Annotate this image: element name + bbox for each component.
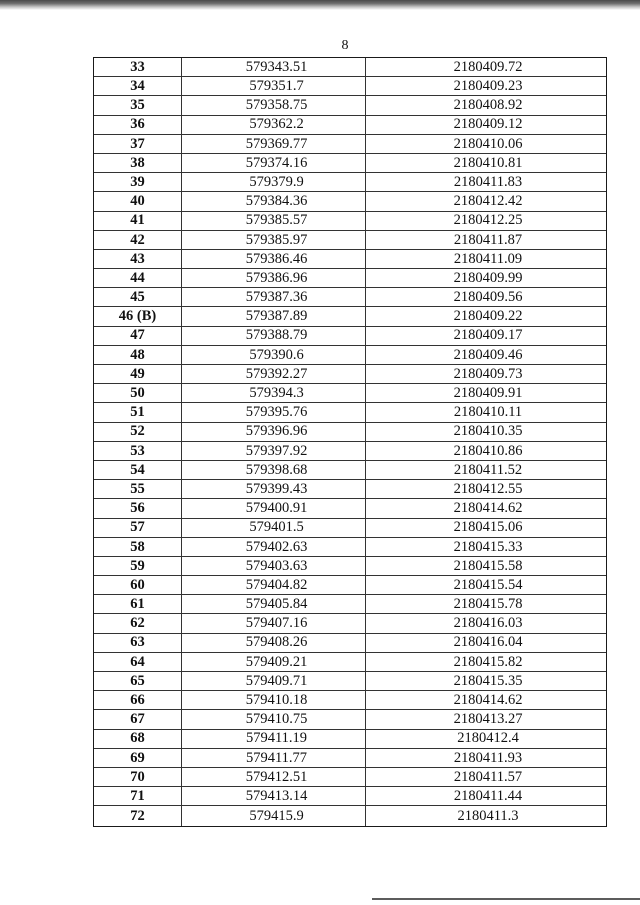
table-row: [94, 595, 606, 614]
table-row: [94, 154, 606, 173]
y-coordinate-cell: 2180409.17: [453, 327, 523, 344]
y-coordinate-cell: 2180411.52: [453, 461, 523, 478]
point-number-cell: 51: [94, 403, 182, 421]
x-coordinate-cell: 579392.27: [182, 365, 366, 383]
x-coordinate-cell: 579399.43: [182, 480, 366, 498]
point-number-cell: 33: [94, 58, 182, 76]
point-number-cell: 71: [94, 787, 182, 805]
table-row: [94, 269, 606, 288]
table-row: [94, 365, 606, 384]
y-coordinate-cell: 2180411.93: [453, 749, 523, 766]
x-coordinate-cell: 579369.77: [182, 135, 366, 153]
y-coordinate-cell: 2180411.57: [453, 768, 523, 785]
table-row: [94, 557, 606, 576]
point-number-cell: 36: [94, 116, 182, 134]
x-coordinate-cell: 579358.75: [182, 96, 366, 114]
y-coordinate-cell: 2180410.81: [453, 154, 523, 171]
x-coordinate-cell: 579386.96: [182, 269, 366, 287]
point-number-cell: 41: [94, 212, 182, 230]
point-number-cell: 37: [94, 135, 182, 153]
table-row: [94, 442, 606, 461]
table-row: [94, 691, 606, 710]
table-row: [94, 672, 606, 691]
y-coordinate-cell: 2180412.55: [453, 480, 523, 497]
point-number-cell: 57: [94, 519, 182, 537]
point-number-cell: 56: [94, 499, 182, 517]
table-row: [94, 327, 606, 346]
y-coordinate-cell: 2180409.23: [453, 78, 523, 95]
y-coordinate-cell: 2180414.62: [453, 500, 523, 517]
y-coordinate-cell: 2180409.56: [453, 289, 523, 306]
table-row: [94, 212, 606, 231]
x-coordinate-cell: 579409.71: [182, 672, 366, 690]
y-coordinate-cell: 2180415.35: [453, 672, 523, 689]
x-coordinate-cell: 579397.92: [182, 442, 366, 460]
table-row: [94, 653, 606, 672]
point-number-cell: 62: [94, 614, 182, 632]
coordinates-table: [93, 57, 607, 827]
y-coordinate-cell: 2180411.09: [453, 250, 523, 267]
y-coordinate-cell: 2180415.33: [453, 538, 523, 555]
y-coordinate-cell: 2180409.99: [453, 269, 523, 286]
y-coordinate-cell: 2180415.58: [453, 557, 523, 574]
y-coordinate-cell: 2180416.04: [453, 634, 523, 651]
point-number-cell: 43: [94, 250, 182, 268]
y-coordinate-cell: 2180413.27: [453, 711, 523, 728]
point-number-cell: 45: [94, 288, 182, 306]
table-row: [94, 135, 606, 154]
table-row: [94, 173, 606, 192]
table-row: [94, 307, 606, 326]
x-coordinate-cell: 579412.51: [182, 768, 366, 786]
x-coordinate-cell: 579386.46: [182, 250, 366, 268]
x-coordinate-cell: 579384.36: [182, 192, 366, 210]
x-coordinate-cell: 579404.82: [182, 576, 366, 594]
table-row: [94, 231, 606, 250]
point-number-cell: 63: [94, 634, 182, 652]
table-row: [94, 423, 606, 442]
y-coordinate-cell: 2180409.12: [453, 116, 523, 133]
y-coordinate-cell: 2180412.4: [457, 730, 519, 747]
point-number-cell: 66: [94, 691, 182, 709]
point-number-cell: 48: [94, 346, 182, 364]
table-row: [94, 499, 606, 518]
table-row: [94, 768, 606, 787]
table-row: [94, 250, 606, 269]
y-coordinate-cell: 2180410.06: [453, 135, 523, 152]
x-coordinate-cell: 579411.77: [182, 749, 366, 767]
y-coordinate-cell: 2180414.62: [453, 692, 523, 709]
point-number-cell: 38: [94, 154, 182, 172]
point-number-cell: 70: [94, 768, 182, 786]
y-coordinate-cell: 2180411.83: [453, 173, 523, 190]
x-coordinate-cell: 579401.5: [182, 519, 366, 537]
point-number-cell: 35: [94, 96, 182, 114]
point-number-cell: 49: [94, 365, 182, 383]
x-coordinate-cell: 579402.63: [182, 538, 366, 556]
y-coordinate-cell: 2180415.82: [453, 653, 523, 670]
point-number-cell: 68: [94, 730, 182, 748]
table-row: [94, 480, 606, 499]
y-coordinate-cell: 2180415.06: [453, 519, 523, 536]
x-coordinate-cell: 579388.79: [182, 327, 366, 345]
table-row: [94, 288, 606, 307]
y-coordinate-cell: 2180412.42: [453, 193, 523, 210]
x-coordinate-cell: 579403.63: [182, 557, 366, 575]
point-number-cell: 46 (B): [94, 307, 182, 325]
y-coordinate-cell: 2180411.87: [453, 231, 523, 248]
x-coordinate-cell: 579379.9: [182, 173, 366, 191]
table-row: [94, 787, 606, 806]
x-coordinate-cell: 579410.18: [182, 691, 366, 709]
table-row: [94, 614, 606, 633]
point-number-cell: 60: [94, 576, 182, 594]
point-number-cell: 53: [94, 442, 182, 460]
table-row: [94, 461, 606, 480]
table-row: [94, 403, 606, 422]
point-number-cell: 61: [94, 595, 182, 613]
point-number-cell: 64: [94, 653, 182, 671]
x-coordinate-cell: 579410.75: [182, 710, 366, 728]
x-coordinate-cell: 579407.16: [182, 614, 366, 632]
y-coordinate-cell: 2180411.3: [457, 807, 519, 824]
x-coordinate-cell: 579400.91: [182, 499, 366, 517]
table-row: [94, 519, 606, 538]
x-coordinate-cell: 579343.51: [182, 58, 366, 76]
x-coordinate-cell: 579395.76: [182, 403, 366, 421]
point-number-cell: 47: [94, 327, 182, 345]
table-row: [94, 116, 606, 135]
y-coordinate-cell: 2180409.46: [453, 346, 523, 363]
scan-edge-top: [0, 0, 640, 10]
y-coordinate-cell: 2180410.11: [453, 404, 523, 421]
y-coordinate-cell: 2180412.25: [453, 212, 523, 229]
point-number-cell: 44: [94, 269, 182, 287]
y-coordinate-cell: 2180415.54: [453, 576, 523, 593]
point-number-cell: 69: [94, 749, 182, 767]
x-coordinate-cell: 579415.9: [182, 806, 366, 825]
x-coordinate-cell: 579385.57: [182, 212, 366, 230]
x-coordinate-cell: 579351.7: [182, 77, 366, 95]
point-number-cell: 39: [94, 173, 182, 191]
x-coordinate-cell: 579374.16: [182, 154, 366, 172]
table-row: [94, 538, 606, 557]
y-coordinate-cell: 2180411.44: [453, 787, 523, 804]
point-number-cell: 67: [94, 710, 182, 728]
x-coordinate-cell: 579413.14: [182, 787, 366, 805]
x-coordinate-cell: 579385.97: [182, 231, 366, 249]
point-number-cell: 58: [94, 538, 182, 556]
table-row: [94, 384, 606, 403]
table-row: [94, 576, 606, 595]
x-coordinate-cell: 579409.21: [182, 653, 366, 671]
table-row: [94, 346, 606, 365]
x-coordinate-cell: 579387.36: [182, 288, 366, 306]
point-number-cell: 52: [94, 423, 182, 441]
x-coordinate-cell: 579408.26: [182, 634, 366, 652]
y-coordinate-cell: 2180409.73: [453, 365, 523, 382]
table-row: [94, 710, 606, 729]
table-row: [94, 730, 606, 749]
x-coordinate-cell: 579390.6: [182, 346, 366, 364]
table-row: [94, 806, 606, 825]
y-coordinate-cell: 2180409.72: [453, 58, 523, 75]
point-number-cell: 72: [94, 806, 182, 825]
y-coordinate-cell: 2180408.92: [453, 97, 523, 114]
x-coordinate-cell: 579362.2: [182, 116, 366, 134]
x-coordinate-cell: 579398.68: [182, 461, 366, 479]
y-coordinate-cell: 2180416.03: [453, 615, 523, 632]
y-coordinate-cell: 2180409.91: [453, 385, 523, 402]
point-number-cell: 65: [94, 672, 182, 690]
table-row: [94, 192, 606, 211]
table-row: [94, 96, 606, 115]
point-number-cell: 50: [94, 384, 182, 402]
table-row: [94, 77, 606, 96]
point-number-cell: 34: [94, 77, 182, 95]
x-coordinate-cell: 579405.84: [182, 595, 366, 613]
point-number-cell: 40: [94, 192, 182, 210]
table-row: [94, 634, 606, 653]
point-number-cell: 54: [94, 461, 182, 479]
y-coordinate-cell: 2180410.35: [453, 423, 523, 440]
point-number-cell: 59: [94, 557, 182, 575]
point-number-cell: 42: [94, 231, 182, 249]
y-coordinate-cell: 2180410.86: [453, 442, 523, 459]
page-number: 8: [341, 38, 349, 53]
table-row: [94, 749, 606, 768]
x-coordinate-cell: 579411.19: [182, 730, 366, 748]
x-coordinate-cell: 579387.89: [182, 307, 366, 325]
x-coordinate-cell: 579396.96: [182, 423, 366, 441]
y-coordinate-cell: 2180415.78: [453, 596, 523, 613]
y-coordinate-cell: 2180409.22: [453, 308, 523, 325]
scan-edge-bottom: [372, 898, 640, 900]
point-number-cell: 55: [94, 480, 182, 498]
x-coordinate-cell: 579394.3: [182, 384, 366, 402]
table-row: [94, 58, 606, 77]
